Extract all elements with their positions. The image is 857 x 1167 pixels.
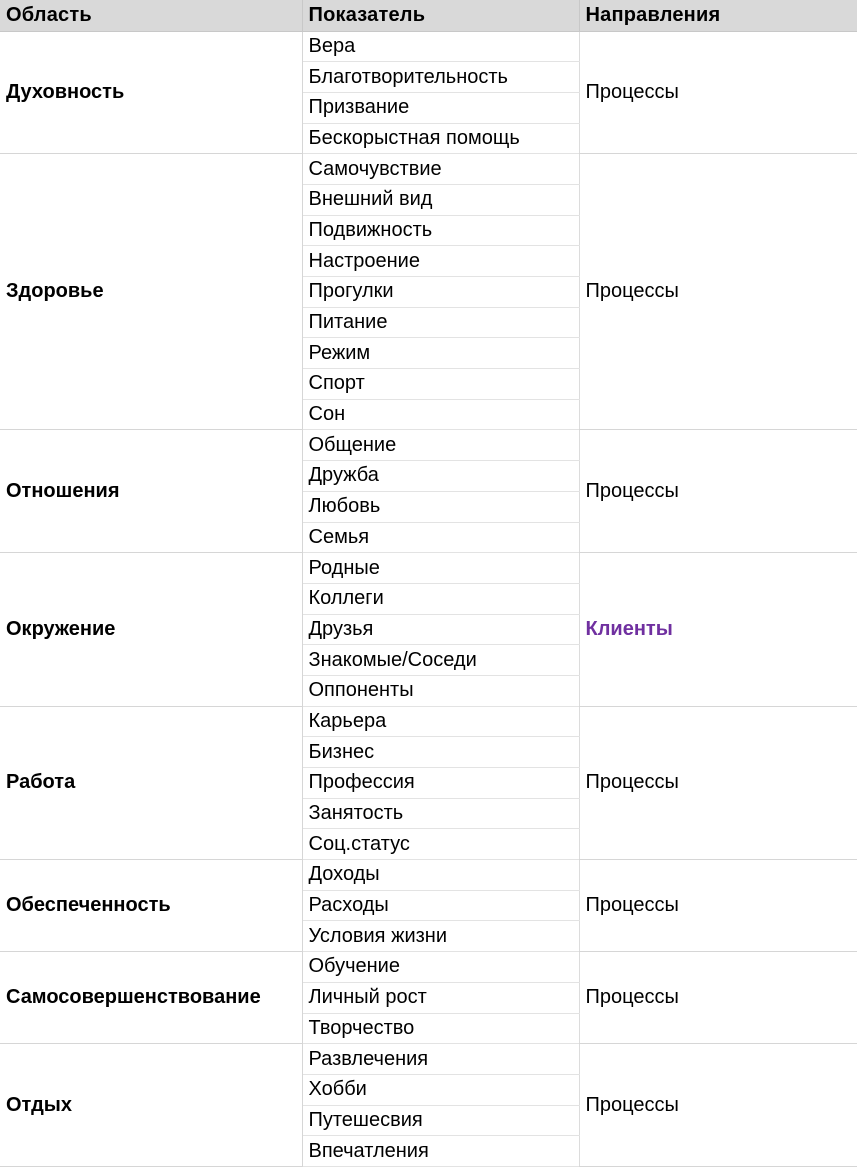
table-row — [0, 430, 857, 461]
area-cell[interactable]: Обеспеченность — [0, 860, 302, 952]
indicator-cell[interactable]: Бескорыстная помощь — [302, 123, 579, 154]
indicator-cell[interactable]: Спорт — [302, 369, 579, 400]
area-cell[interactable]: Работа — [0, 706, 302, 859]
area-cell[interactable]: Отношения — [0, 430, 302, 553]
indicator-cell[interactable]: Соц.статус — [302, 829, 579, 860]
table-row — [0, 952, 857, 983]
direction-cell[interactable]: Процессы — [579, 860, 857, 952]
indicator-cell[interactable]: Профессия — [302, 768, 579, 799]
indicator-cell[interactable]: Бизнес — [302, 737, 579, 768]
indicator-cell[interactable]: Занятость — [302, 798, 579, 829]
indicator-cell[interactable]: Развлечения — [302, 1044, 579, 1075]
table-row — [0, 1044, 857, 1075]
indicator-cell[interactable]: Родные — [302, 553, 579, 584]
table-body — [0, 31, 857, 1166]
indicator-cell[interactable]: Семья — [302, 522, 579, 553]
direction-cell[interactable]: Процессы — [579, 154, 857, 430]
indicator-cell[interactable]: Вера — [302, 31, 579, 62]
indicator-cell[interactable]: Общение — [302, 430, 579, 461]
header-direction[interactable]: Направления — [579, 0, 857, 31]
direction-cell[interactable]: Процессы — [579, 1044, 857, 1167]
table-row — [0, 31, 857, 62]
area-cell[interactable]: Духовность — [0, 31, 302, 154]
indicator-cell[interactable]: Любовь — [302, 491, 579, 522]
indicator-cell[interactable]: Оппоненты — [302, 675, 579, 706]
direction-cell[interactable]: Процессы — [579, 952, 857, 1044]
indicator-cell[interactable]: Питание — [302, 307, 579, 338]
direction-cell[interactable]: Клиенты — [579, 553, 857, 706]
indicator-cell[interactable]: Знакомые/Соседи — [302, 645, 579, 676]
indicator-cell[interactable]: Прогулки — [302, 277, 579, 308]
indicator-cell[interactable]: Личный рост — [302, 982, 579, 1013]
area-cell[interactable]: Отдых — [0, 1044, 302, 1167]
table-row — [0, 706, 857, 737]
header-area[interactable]: Область — [0, 0, 302, 31]
indicator-cell[interactable]: Коллеги — [302, 583, 579, 614]
indicator-cell[interactable]: Друзья — [302, 614, 579, 645]
indicator-cell[interactable]: Расходы — [302, 890, 579, 921]
indicator-cell[interactable]: Хобби — [302, 1074, 579, 1105]
table-row — [0, 553, 857, 584]
indicator-cell[interactable]: Режим — [302, 338, 579, 369]
indicator-cell[interactable]: Творчество — [302, 1013, 579, 1044]
indicator-cell[interactable]: Дружба — [302, 461, 579, 492]
table-row — [0, 860, 857, 891]
header-row — [0, 0, 857, 31]
indicator-cell[interactable]: Благотворительность — [302, 62, 579, 93]
table-row — [0, 154, 857, 185]
indicator-cell[interactable]: Внешний вид — [302, 184, 579, 215]
indicator-cell[interactable]: Подвижность — [302, 215, 579, 246]
indicator-cell[interactable]: Настроение — [302, 246, 579, 277]
indicator-cell[interactable]: Условия жизни — [302, 921, 579, 952]
direction-cell[interactable]: Процессы — [579, 31, 857, 154]
area-cell[interactable]: Окружение — [0, 553, 302, 706]
indicator-cell[interactable]: Впечатления — [302, 1136, 579, 1167]
indicator-cell[interactable]: Самочувствие — [302, 154, 579, 185]
direction-cell[interactable]: Процессы — [579, 706, 857, 859]
area-cell[interactable]: Самосовершенствование — [0, 952, 302, 1044]
indicator-cell[interactable]: Обучение — [302, 952, 579, 983]
indicator-cell[interactable]: Доходы — [302, 860, 579, 891]
indicator-cell[interactable]: Сон — [302, 399, 579, 430]
indicator-cell[interactable]: Путешесвия — [302, 1105, 579, 1136]
direction-cell[interactable]: Процессы — [579, 430, 857, 553]
indicator-cell[interactable]: Карьера — [302, 706, 579, 737]
indicator-cell[interactable]: Призвание — [302, 92, 579, 123]
area-cell[interactable]: Здоровье — [0, 154, 302, 430]
header-indicator[interactable]: Показатель — [302, 0, 579, 31]
